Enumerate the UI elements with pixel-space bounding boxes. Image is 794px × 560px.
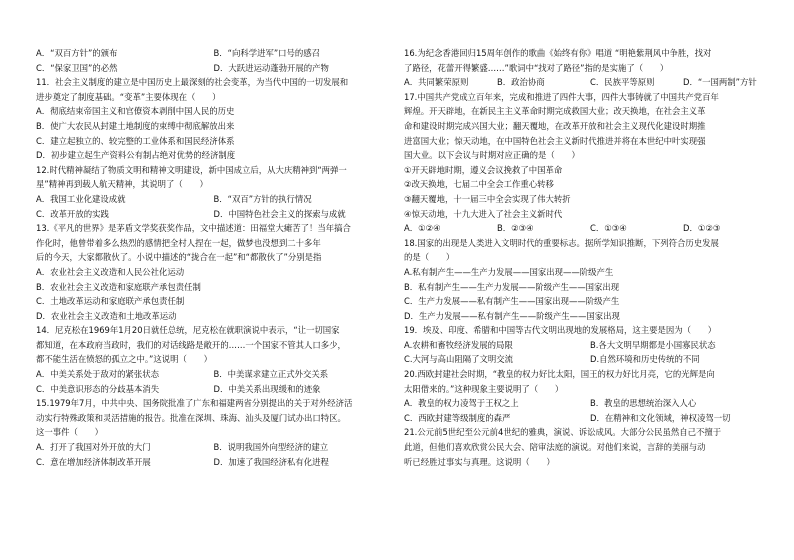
q18-opts-option: D．生产力发展——私有制产生——阶级产生——国家出现 <box>404 310 620 321</box>
q16-block <box>404 46 776 75</box>
q18-opts-block <box>404 265 776 323</box>
q19-opts-option: A.农耕和畜牧经济发展的局限 <box>404 339 513 350</box>
q17-stem-line: 命和建设时期完成兴国大业；翻天覆地，在改革开放和社会主义现代化建设时期推 <box>404 120 706 131</box>
q20-block <box>404 367 776 396</box>
q15-stem-line: 这一事件（ ） <box>36 427 103 438</box>
q14-opts-option: C．中美意识形态的分歧基本消失 <box>36 383 160 394</box>
q16-stem-line: 16.为纪念香港回归15周年创作的歌曲《始终有你》唱道 “明艳紫荆风中争胜，找对 <box>404 48 712 58</box>
q12-stem-line: 12.时代精神凝结了物质文明和精神文明建设，新中国成立后，从大庆精神到“两弹一 <box>36 164 347 175</box>
q14-opts-option: A．中美关系处于敌对的紧张状态 <box>36 369 159 380</box>
q17-stem-line: 国大业。以下会议与时期对应正确的是（ ） <box>404 150 580 161</box>
q18-stem-line: 18.国家的出现是人类进入文明时代的重要标志。据所学知识推断，下列符合历史发展 <box>404 237 719 248</box>
q16-stem-line: 了路径，花蕾开得繁盛……”歌词中“找对了路径”指的是实施了（ ） <box>404 62 669 73</box>
q16-opts-option: C．民族平等原则 <box>590 77 655 88</box>
q11-stem-line: 11．社会主义制度的建立是中国历史上最深刻的社会变革，为当代中国的一切发展和 <box>36 77 349 88</box>
q18-opts-option: A.私有制产生——生产力发展——国家出现——阶级产生 <box>404 266 614 277</box>
q20-opts-block <box>404 396 776 425</box>
q17-items-option: ②改天换地，七届二中全会工作重心转移 <box>404 179 554 190</box>
q17-stem-line: 17.中国共产党成立百年来，完成和推进了四件大事，四件大事铸就了中国共产党百年 <box>404 91 719 102</box>
q10-opts-option: B．“向科学进军”口号的感召 <box>213 48 321 58</box>
q15-opts-option: C．意在增加经济体制改革开展 <box>36 456 151 467</box>
q12-opts-option: A．我国工业化建设成就 <box>36 193 126 204</box>
q21-stem-line: 21.公元前5世纪至公元前4世纪的雅典，演说、诉讼成风。大部分公民虽然自己不擅于 <box>404 427 722 438</box>
q12-opts-block <box>36 192 391 221</box>
q16-opts-option: B．政治协商 <box>497 77 545 88</box>
q15-opts-option: D．加速了我国经济私有化进程 <box>213 456 329 467</box>
q12-stem-line: 星”精神再到载人航天精神，其说明了（ ） <box>36 179 208 190</box>
q14-opts-block <box>36 367 391 396</box>
q16-opts-option: D．“一国两制”方针 <box>683 77 757 88</box>
q11-opts-option: B．使广大农民从封建土地制度的束缚中彻底解放出来 <box>36 120 235 131</box>
q19-opts-option-row <box>404 352 776 367</box>
q14-opts-option-row <box>36 382 391 397</box>
q17-opts-option: C．①③④ <box>590 223 627 234</box>
q16-opts-option: A．共同繁荣原则 <box>404 77 469 88</box>
q14-opts-option-row <box>36 367 391 382</box>
q14-stem-line: 14．尼克松在1969年1月20日就任总统，尼克松在就职演说中表示，“让一切国家 <box>36 325 340 336</box>
q15-opts-option: B．说明我国外向型经济的建立 <box>213 442 329 453</box>
q18-opts-option: C．生产力发展——私有制产生——国家出现——阶级产生 <box>404 296 620 307</box>
q14-block <box>36 323 391 367</box>
q19-block <box>404 323 776 338</box>
q10-opts-option: A．“双百方针”的颁布 <box>36 48 118 58</box>
q19-opts-option-row <box>404 338 776 353</box>
q12-block <box>36 163 391 192</box>
q20-opts-option: D．在精神和文化领域，神权凌驾一切 <box>590 412 731 423</box>
right-column <box>404 46 776 469</box>
q17-opts-option-row <box>404 221 776 236</box>
q13-opts-option: C．土地改革运动和家庭联产承包责任制 <box>36 296 185 307</box>
q18-block <box>404 236 776 265</box>
q12-opts-option-row <box>36 192 391 207</box>
q15-stem-line: 动实行特殊政策和灵活措施的报告。批准在深圳、珠海、汕头及厦门试办出口特区。 <box>36 412 346 423</box>
q14-stem-line: 都知道，在本政府当政时，我们的对话线路是敞开的……一个国家不管其人口多少， <box>36 339 346 350</box>
q20-stem-line: 20.西欧封建社会时期，“教皇的权力好比太阳，国王的权力好比月亮，它的光辉是向 <box>404 369 715 380</box>
q15-opts-option-row <box>36 440 391 455</box>
q14-opts-option: B．中美谋求建立正式外交关系 <box>213 369 329 380</box>
q11-opts-option: C．建立起独立的、较完整的工业体系和国民经济体系 <box>36 135 235 146</box>
q10-opts-option-row <box>36 61 391 76</box>
q19-stem-line: 19．埃及、印度、希腊和中国等古代文明出现地的发展格局，这主要是因为（ ） <box>404 325 717 336</box>
q10-opts-block <box>36 46 391 75</box>
q17-stem-line: 进富国大业；惊天动地，在中国特色社会主义新时代推进并将在本世纪中叶实现强 <box>404 135 706 146</box>
q17-opts-option: D．①②③ <box>683 223 721 234</box>
q13-stem-line: 13.《平凡的世界》是茅盾文学奖获奖作品，文中描述道：田福堂大瘫苦了！当年搞合 <box>36 223 351 234</box>
q11-opts-option: A．彻底结束帝国主义和官僚资本剥削中国人民的历史 <box>36 106 235 117</box>
q15-opts-option: A．打开了我国对外开放的大门 <box>36 442 151 453</box>
q20-stem-line: 太阳借来的。”这种现象主要说明了（ ） <box>404 383 564 394</box>
q19-opts-option: C.大河与高山阻隔了文明交流 <box>404 354 514 365</box>
q14-stem-line: 都不能生活在愤怒的孤立之中。”这说明（ ） <box>36 354 213 365</box>
q20-opts-option: B．教皇的思想统治深入人心 <box>590 398 697 409</box>
q12-opts-option-row <box>36 207 391 222</box>
q17-opts-option: A．①②④ <box>404 223 441 234</box>
q12-opts-option: B．“双百”方针的执行情况 <box>213 193 312 204</box>
q17-opts-option: B．②③④ <box>497 223 534 234</box>
q18-stem-line: 的是（ ） <box>404 252 455 263</box>
q13-opts-option: D．农业社会主义改造和土地改革运动 <box>36 310 177 321</box>
q13-opts-option: A．农业社会主义改造和人民公社化运动 <box>36 266 185 277</box>
q15-opts-option-row <box>36 455 391 470</box>
q14-opts-option: D．中美关系出现缓和的迹象 <box>213 383 321 394</box>
left-column <box>36 46 391 469</box>
q20-opts-option-row <box>404 396 776 411</box>
q17-items-option: ④惊天动地，十九大进入了社会主义新时代 <box>404 208 563 219</box>
q21-block <box>404 425 776 469</box>
q17-items-block <box>404 163 776 221</box>
q13-stem-line: 作化时，他曾带着多么热烈的感情把全村人捏在一起，做梦也没想到二十多年 <box>36 237 321 248</box>
q20-opts-option: A．教皇的权力凌驾于王权之上 <box>404 398 519 409</box>
q21-stem-line: 此道，但他们喜欢欣赏公民大会、陪审法庭的演说。对他们来说，言辞的美丽与动 <box>404 442 706 453</box>
q11-opts-block <box>36 104 391 162</box>
q21-stem-line: 听已经胜过事实与真理。这说明（ ） <box>404 456 555 467</box>
q10-opts-option: D．大跃进运动蓬勃开展的产物 <box>213 62 329 73</box>
q10-opts-option-row <box>36 46 391 61</box>
q20-opts-option-row <box>404 411 776 426</box>
q15-opts-block <box>36 440 391 469</box>
q10-opts-option: C．“保家卫国”的必然 <box>36 62 118 73</box>
q13-block <box>36 221 391 265</box>
q16-opts-option-row <box>404 75 776 90</box>
q18-opts-option: B．私有制产生——生产力发展——阶级产生——国家出现 <box>404 281 620 292</box>
q17-items-option: ①开天辟地时期，遵义会议挽救了中国革命 <box>404 164 563 175</box>
q17-block <box>404 90 776 163</box>
q12-opts-option: C．改革开放的实践 <box>36 208 109 219</box>
q19-opts-block <box>404 338 776 367</box>
q12-opts-option: D．中国特色社会主义的探索与成就 <box>213 208 346 219</box>
q19-opts-option: B.各大文明早期都是小国寡民状态 <box>590 339 716 350</box>
q15-stem-line: 15.1979年7月，中共中央、国务院批准了广东和福建两省分别提出的关于对外经济活 <box>36 398 353 409</box>
q17-stem-line: 辉煌。开天辟地，在新民主主义革命时期完成救国大业；改天换地，在社会主义革 <box>404 106 706 117</box>
q13-opts-option: B．农业社会主义改造和家庭联产承包责任制 <box>36 281 201 292</box>
q11-opts-option: D．初步建立起生产资料公有制占绝对优势的经济制度 <box>36 150 236 161</box>
q19-opts-option: D.自然环境和历史传统的不同 <box>590 354 700 365</box>
q11-block <box>36 75 391 104</box>
q11-stem-line: 进步奠定了制度基础。“变革”主要体现在（ ） <box>36 91 221 102</box>
q13-stem-line: 后的今天，大家都散伙了。小说中描述的“拢合在一起”和“都散伙了”分别是指 <box>36 252 322 263</box>
q15-block <box>36 396 391 440</box>
q17-opts-block <box>404 221 776 236</box>
q13-opts-block <box>36 265 391 323</box>
q16-opts-block <box>404 75 776 90</box>
q17-items-option: ③翻天覆地，十一届三中全会实现了伟大转折 <box>404 193 571 204</box>
q20-opts-option: C．西欧封建等级制度的森严 <box>404 412 511 423</box>
